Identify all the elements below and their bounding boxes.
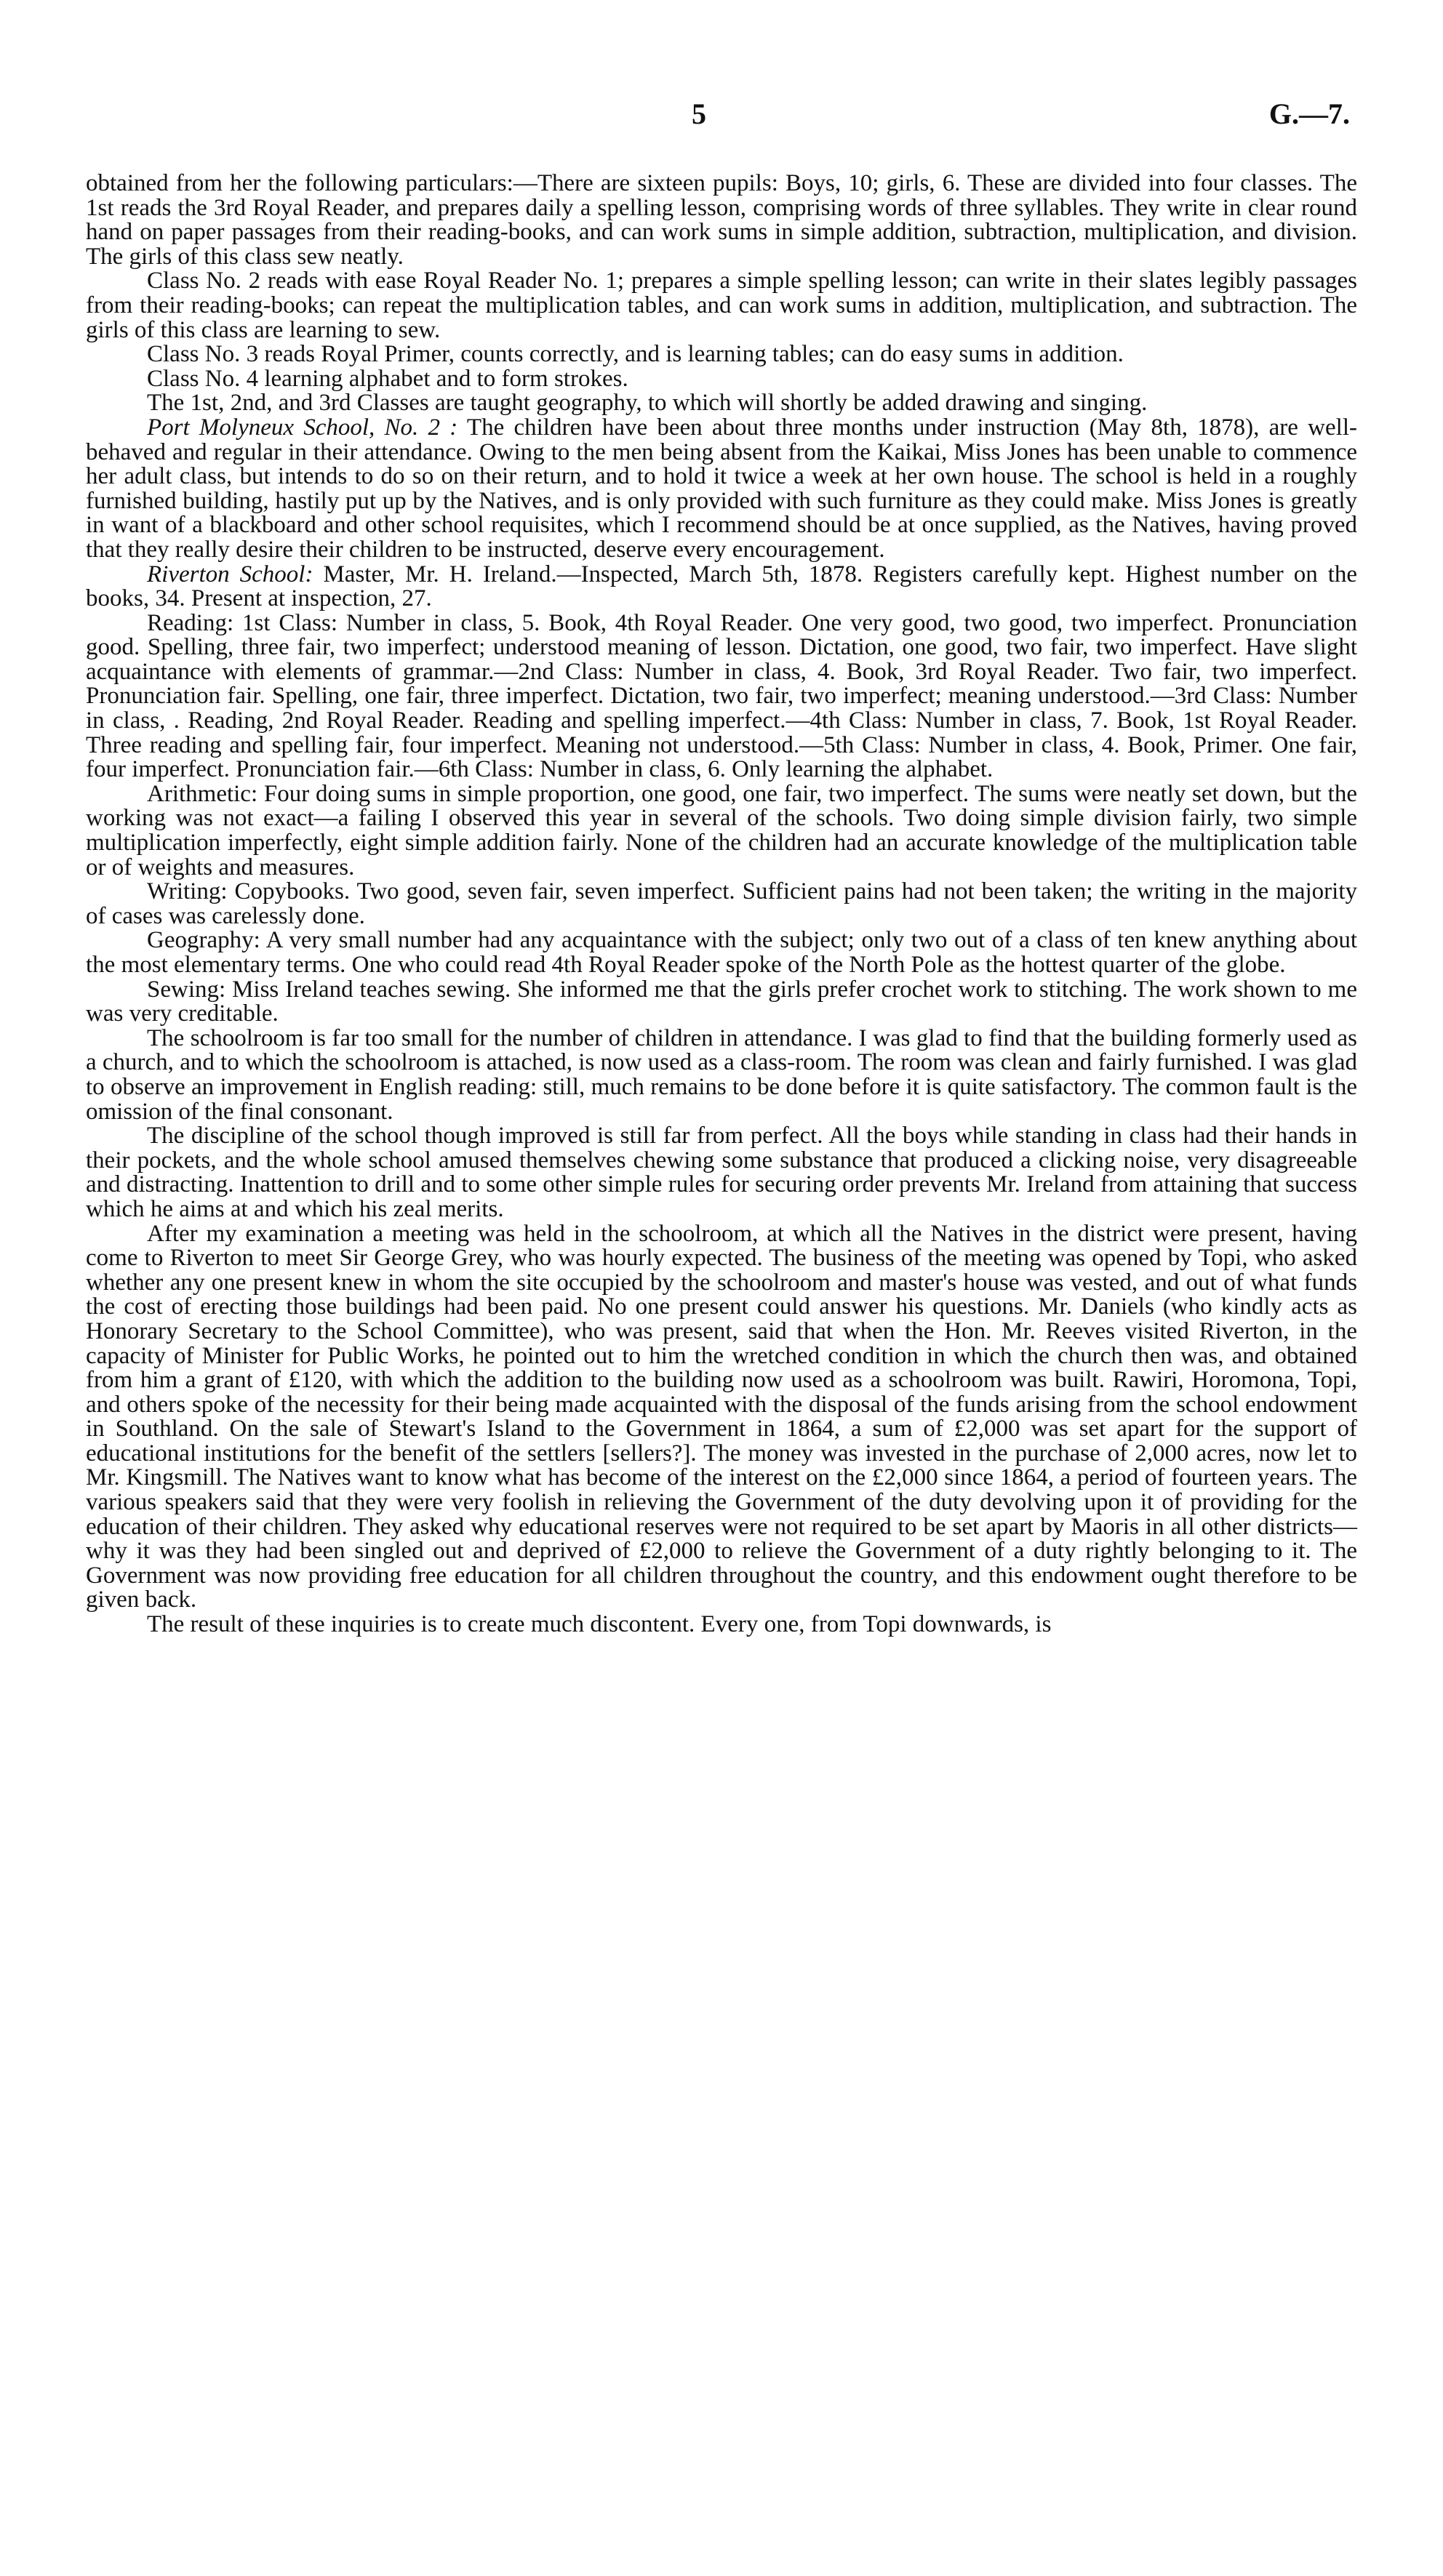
paragraph-discipline: The discipline of the school though improved is still far from perfect. All the boys while standing in class had their hands in their pockets, and the whole school amused themselves chewing some substance that produced a clicking noise, very disagreeable and distracting. Inattention to drill and to some other simple rules for securing order prevents Mr. Ireland from attaining that success which he aims at and which his zeal merits.: [86, 1123, 1357, 1222]
paragraph-schoolroom: The schoolroom is far too small for the number of children in attendance. I was glad to find that the building formerly used as a church, and to which the schoolroom is attached, is now used as a class-room. The room was clean and fairly furnished. I was glad to observe an improvement in English reading: still, much remains to be done before it is quite satisfactory. The common fault is the omission of the final consonant.: [86, 1024, 1357, 1125]
paragraph: Class No. 3 reads Royal Primer, counts correctly, and is learning tables; can do easy sums in addition.: [147, 341, 1124, 368]
section-lead: Port Molyneux School, No. 2 :: [147, 414, 458, 441]
paragraph-riverton: Riverton School: Master, Mr. H. Ireland.—Inspected, March 5th, 1878. Registers carefully kept. Highest number on the books, 34. Present at inspection, 27.: [86, 561, 1358, 612]
paragraph-reading: Reading: 1st Class: Number in class, 5. Book, 4th Royal Reader. One very good, two good, two imperfect. Pronunciation good. Spelling, three fair, two imperfect; understood meaning of lesson. Dictation, one good, two fair, two imperfect. Have slight acquaintance with elements of grammar.—2nd Class: Number in class, 4. Book, 3rd Royal Reader. Two fair, two imperfect. Pronunciation fair. Spelling, one fair, three imperfect. Dictation, two fair, two imperfect; meaning understood.—3rd Class: Number in class, . Reading, 2nd Royal Reader. Reading and spelling imperfect.—4th Class: Number in class, 7. Book, 1st Royal Reader. Three reading and spelling fair, four imperfect. Meaning not understood.—5th Class: Number in class, 4. Book, Primer. One fair, four imperfect. Pronunciation fair.—6th Class: Number in class, 6. Only learning the alphabet.: [86, 609, 1357, 783]
paragraph: The 1st, 2nd, and 3rd Classes are taught geography, to which will shortly be added drawing and singing.: [147, 390, 1148, 417]
document-code: G.—7.: [1268, 97, 1350, 130]
paragraph-meeting: After my examination a meeting was held in the schoolroom, at which all the Natives in the district were present, having come to Riverton to meet Sir George Grey, who was hourly expected. The business of the meeting was opened by Topi, who asked whether any one present knew in whom the site occupied by the schoolroom and master's house was vested, and out of what funds the cost of erecting those buildings had been paid. No one present could answer his questions. Mr. Daniels (who kindly acts as Honorary Secretary to the School Committee), who was present, said that when the Hon. Mr. Reeves visited Riverton, in the capacity of Minister for Public Works, he pointed out to him the wretched condition in which the church then was, and obtained from him a grant of £120, with which the addition to the building now used as a schoolroom was built. Rawiri, Horomona, Topi, and others spoke of the necessity for their being made acquainted with the disposal of the funds arising from the school endowment in Southland. On the sale of Stewart's Island to the Government in 1864, a sum of £2,000 was set apart for the support of educational institutions for the benefit of the settlers [sellers?]. The money was invested in the purchase of 2,000 acres, now let to Mr. Kingsmill. The Natives want to know what has become of the interest on the £2,000 since 1864, a period of fourteen years. The various speakers said that they were very foolish in relieving the Government of the duty devolving upon it of providing for the education of their children. They asked why educational reserves were not required to be set apart by Maoris in all other districts—why it was they had been singled out and deprived of £2,000 to relieve the Government of a duty rightly belonging to it. The Government was now providing free education for all children throughout the country, and this endowment ought therefore to be given back.: [86, 1220, 1357, 1613]
paragraph-arithmetic: Arithmetic: Four doing sums in simple proportion, one good, one fair, two imperfect. The sums were neatly set down, but the working was not exact—a failing I observed this year in several of the schools. Two doing simple division fairly, two simple multiplication imperfectly, eight simple addition fairly. None of the children had an accurate knowledge of the multiplication table or of weights and measures.: [86, 780, 1357, 880]
section-lead: Riverton School:: [147, 561, 313, 587]
paragraph: obtained from her the following particulars:—There are sixteen pupils: Boys, 10; girls, 6. These are divided into four classes. The 1st reads the 3rd Royal Reader, and prepares daily a spelling lesson, comprising words of three syllables. They write in clear round hand on paper passages from their reading-books, and can work sums in simple addition, subtraction, multiplication, and division. The girls of this class sew neatly.: [86, 170, 1357, 270]
document-page: [86, 97, 1358, 1638]
paragraph-port-molyneux: Port Molyneux School, No. 2 : The children have been about three months under instruction (May 8th, 1878), are well-behaved and regular in their attendance. Owing to the men being absent from the Kaikai, Miss Jones has been unable to commence her adult class, but intends to do so on their return, and to hold it twice a week at her own house. The school is held in a roughly furnished building, hastily put up by the Natives, and is only provided with such furniture as they could make. Miss Jones is greatly in want of a blackboard and other school requisites, which I recommend should be at once supplied, as the Natives, having proved that they really desire their children to be instructed, deserve every encouragement.: [86, 414, 1357, 563]
paragraph-geography: Geography: A very small number had any acquaintance with the subject; only two out of a class of ten knew anything about the most elementary terms. One who could read 4th Royal Reader spoke of the North Pole as the hottest quarter of the globe.: [86, 927, 1357, 978]
paragraph-result: The result of these inquiries is to create much discontent. Every one, from Topi downwards, is: [147, 1611, 1052, 1638]
paragraph: Class No. 4 learning alphabet and to form strokes.: [147, 365, 628, 392]
paragraph: Class No. 2 reads with ease Royal Reader No. 1; prepares a simple spelling lesson; can write in their slates legibly passages from their reading-books; can repeat the multiplication tables, and can work sums in addition, multiplication, and subtraction. The girls of this class are learning to sew.: [86, 268, 1357, 343]
page-header: [86, 97, 1357, 140]
paragraph-sewing: Sewing: Miss Ireland teaches sewing. She informed me that the girls prefer crochet work to stitching. The work shown to me was very creditable.: [86, 976, 1357, 1027]
page-number: 5: [692, 97, 706, 130]
paragraph-writing: Writing: Copybooks. Two good, seven fair, seven imperfect. Sufficient pains had not been taken; the writing in the majority of cases was carelessly done.: [86, 878, 1357, 929]
